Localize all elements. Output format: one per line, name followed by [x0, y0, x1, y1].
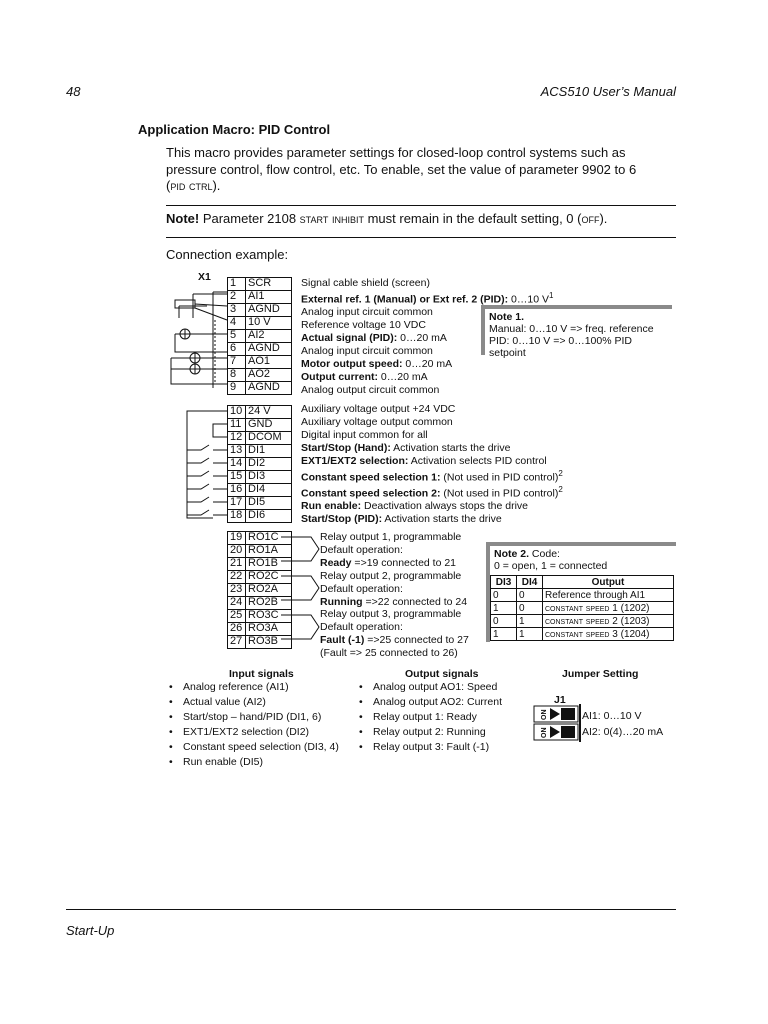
terminal-description	[320, 570, 469, 583]
terminal-signal: RO2A	[246, 584, 292, 597]
terminal-row	[228, 317, 292, 330]
description-text: (Not used in PID control)	[440, 487, 559, 500]
description-text: Relay output 3, programmable	[320, 608, 462, 621]
terminal-number: 11	[228, 419, 246, 432]
output-value: constant speed 2 (1203)	[543, 615, 674, 628]
description-text: Relay output 1, programmable	[320, 531, 462, 543]
terminal-description	[320, 596, 469, 609]
terminal-signal: RO1C	[246, 532, 292, 545]
x1-label: X1	[198, 271, 211, 283]
di-col-header: DI4	[517, 576, 543, 589]
description-bold: EXT1/EXT2 selection:	[301, 454, 409, 467]
terminal-signal: 24 V	[246, 406, 292, 419]
terminal-row	[228, 278, 292, 291]
description-text: 0…20 mA	[378, 370, 428, 383]
description-bold: Start/Stop (Hand):	[301, 441, 391, 454]
description-text: 0…20 mA	[402, 357, 453, 370]
di-code-row	[491, 589, 674, 602]
input-signal-item: • Analog reference (AI1)	[169, 680, 339, 695]
terminal-signal: SCR	[246, 278, 292, 291]
terminal-row	[228, 382, 292, 395]
terminal-description	[320, 557, 469, 570]
terminal-description	[301, 500, 563, 513]
note-rule-top	[166, 205, 676, 206]
terminal-description	[301, 455, 563, 468]
terminal-number: 19	[228, 532, 246, 545]
terminal-description	[301, 277, 553, 290]
terminal-row	[228, 356, 292, 369]
description-text: Reference voltage 10 VDC	[301, 319, 426, 332]
terminal-number: 17	[228, 497, 246, 510]
note-1-line: PID: 0…10 V => 0…100% PID	[489, 335, 632, 347]
terminal-number: 9	[228, 382, 246, 395]
note-2-title: Note 2.	[494, 548, 530, 560]
wiring-schematic	[165, 268, 235, 528]
input-signal-item: • Constant speed selection (DI3, 4)	[169, 740, 339, 755]
terminal-number: 20	[228, 545, 246, 558]
output-value: Reference through AI1	[543, 589, 674, 602]
description-text: Auxiliary voltage output +24 VDC	[301, 403, 456, 415]
terminal-row	[228, 406, 292, 419]
footnote-ref: 2	[558, 468, 563, 478]
description-text: Signal cable shield (screen)	[301, 277, 430, 289]
terminal-description	[301, 290, 553, 306]
terminal-number: 4	[228, 317, 246, 330]
terminal-row	[228, 445, 292, 458]
jumper-line: AI2: 0(4)…20 mA	[582, 726, 664, 738]
di-code-row	[491, 602, 674, 615]
description-bold: Output current:	[301, 370, 378, 383]
jumper-label: J1	[554, 694, 566, 706]
terminal-descriptions-relay	[320, 531, 469, 660]
note-1-line: setpoint	[489, 347, 526, 359]
footer-text: Start-Up	[66, 923, 115, 938]
description-text: Analog input circuit common	[301, 306, 433, 319]
terminal-row	[228, 484, 292, 497]
terminal-row	[228, 432, 292, 445]
output-signal-item: • Analog output AO2: Current	[359, 695, 502, 710]
di-col-header: Output	[543, 576, 674, 589]
manual-title: ACS510 User’s Manual	[540, 84, 676, 99]
di4-value: 1	[517, 628, 543, 641]
terminal-row	[228, 458, 292, 471]
description-text: =>19 connected to 21	[351, 556, 457, 569]
terminal-signal: RO3C	[246, 610, 292, 623]
output-signals-list	[359, 680, 502, 755]
terminal-description	[301, 358, 553, 371]
terminal-number: 21	[228, 558, 246, 571]
terminal-signal: RO2B	[246, 597, 292, 610]
input-signal-item: • Run enable (DI5)	[169, 755, 339, 770]
intro-line-3: (pid ctrl).	[166, 178, 221, 193]
description-bold: Constant speed selection 2:	[301, 487, 441, 500]
terminal-row	[228, 343, 292, 356]
output-value: constant speed 3 (1204)	[543, 628, 674, 641]
description-text: Relay output 2, programmable	[320, 569, 462, 582]
terminal-number: 8	[228, 369, 246, 382]
description-text: Default operation:	[320, 621, 403, 634]
terminal-description	[320, 544, 469, 557]
terminal-description	[320, 634, 469, 647]
di4-value: 0	[517, 589, 543, 602]
terminal-number: 2	[228, 291, 246, 304]
terminal-description	[320, 608, 469, 621]
terminal-description	[301, 484, 563, 500]
description-text: Auxiliary voltage output common	[301, 415, 453, 428]
terminal-number: 5	[228, 330, 246, 343]
terminal-signal: RO1A	[246, 545, 292, 558]
terminal-row	[228, 497, 292, 510]
terminal-signal: 10 V	[246, 317, 292, 330]
terminal-signal: DI1	[246, 445, 292, 458]
terminal-number: 16	[228, 484, 246, 497]
terminal-signal: AO2	[246, 369, 292, 382]
terminal-description	[301, 513, 563, 526]
di3-value: 1	[491, 628, 517, 641]
terminal-signal: RO1B	[246, 558, 292, 571]
description-bold: Motor output speed:	[301, 357, 403, 370]
section-title: Application Macro: PID Control	[138, 122, 331, 137]
jumper-on-text: ON	[541, 709, 548, 720]
footnote-ref: 1	[549, 290, 554, 300]
terminal-number: 6	[228, 343, 246, 356]
output-signals-header: Output signals	[405, 668, 479, 680]
terminal-table-analog	[227, 277, 292, 395]
terminal-signal: AI1	[246, 291, 292, 304]
terminal-signal: AO1	[246, 356, 292, 369]
terminal-signal: AGND	[246, 382, 292, 395]
terminal-description	[320, 621, 469, 634]
terminal-number: 26	[228, 623, 246, 636]
terminal-signal: AI2	[246, 330, 292, 343]
description-text: 0…20 mA	[397, 332, 447, 345]
terminal-number: 7	[228, 356, 246, 369]
di4-value: 1	[517, 615, 543, 628]
terminal-signal: DI3	[246, 471, 292, 484]
terminal-description	[301, 429, 563, 442]
terminal-signal: DI2	[246, 458, 292, 471]
terminal-signal: DI5	[246, 497, 292, 510]
terminal-signal: RO3B	[246, 636, 292, 649]
jumper-values	[582, 708, 663, 740]
terminal-signal: DI4	[246, 484, 292, 497]
description-text: (Not used in PID control)	[440, 471, 559, 484]
terminal-number: 18	[228, 510, 246, 523]
description-text: Default operation:	[320, 582, 403, 595]
input-signal-item: • EXT1/EXT2 selection (DI2)	[169, 725, 339, 740]
terminal-signal: AGND	[246, 343, 292, 356]
description-text: Analog input circuit common	[301, 345, 433, 358]
description-bold: Start/Stop (PID):	[301, 513, 383, 526]
terminal-description	[301, 416, 563, 429]
description-text: Analog output circuit common	[301, 383, 440, 396]
note-label: Note!	[166, 211, 200, 226]
intro-line-2: pressure control, flow control, etc. To enable, set the value of parameter 9902 to 6	[166, 161, 637, 177]
description-text: Activation starts the drive	[382, 513, 502, 526]
di3-value: 1	[491, 602, 517, 615]
terminal-row	[228, 471, 292, 484]
jumper-icon	[533, 703, 581, 743]
description-bold: Running	[320, 595, 363, 608]
relay-brackets	[279, 531, 321, 651]
terminal-description	[301, 442, 563, 455]
note-line: Note! Parameter 2108 start inhibit must remain in the default setting, 0 (off).	[166, 211, 608, 226]
terminal-number: 10	[228, 406, 246, 419]
jumper-on-text: ON	[541, 727, 548, 738]
di-col-header: DI3	[491, 576, 517, 589]
output-signal-item: • Relay output 2: Running	[359, 725, 502, 740]
terminal-number: 25	[228, 610, 246, 623]
note-1-title: Note 1.	[489, 311, 525, 323]
di-code-table	[490, 575, 674, 641]
terminal-signal: DCOM	[246, 432, 292, 445]
description-bold: Fault (-1)	[320, 634, 365, 647]
di3-value: 0	[491, 615, 517, 628]
output-signal-item: • Analog output AO1: Speed	[359, 680, 502, 695]
description-bold: Actual signal (PID):	[301, 332, 398, 345]
terminal-signal: DI6	[246, 510, 292, 523]
terminal-row	[228, 510, 292, 523]
description-text: =>22 connected to 24	[362, 595, 468, 608]
description-text: Digital input common for all	[301, 428, 428, 441]
param-value: pid ctrl	[170, 178, 213, 193]
terminal-signal: RO2C	[246, 571, 292, 584]
input-signal-item: • Start/stop – hand/PID (DI1, 6)	[169, 710, 339, 725]
footnote-ref: 2	[558, 484, 563, 494]
terminal-number: 3	[228, 304, 246, 317]
description-bold: External ref. 1 (Manual) or Ext ref. 2 (PID):	[301, 293, 509, 306]
di-code-row	[491, 628, 674, 641]
terminal-signal: AGND	[246, 304, 292, 317]
output-value: constant speed 1 (1202)	[543, 602, 674, 615]
footer-rule	[66, 909, 676, 910]
intro-line-1: This macro provides parameter settings for closed-loop control systems such as	[166, 145, 626, 160]
description-text: Deactivation always stops the drive	[361, 500, 529, 513]
terminal-description	[320, 647, 469, 660]
note-1-line: Manual: 0…10 V => freq. reference	[489, 323, 654, 335]
terminal-row	[228, 291, 292, 304]
input-signal-item: • Actual value (AI2)	[169, 695, 339, 710]
note-1	[481, 305, 672, 359]
di-code-row	[491, 615, 674, 628]
terminal-number: 12	[228, 432, 246, 445]
description-text: Default operation:	[320, 543, 403, 556]
terminal-number: 13	[228, 445, 246, 458]
note-rule-bottom	[166, 237, 676, 238]
terminal-description	[301, 403, 563, 416]
terminal-number: 14	[228, 458, 246, 471]
terminal-row	[228, 304, 292, 317]
terminal-number: 22	[228, 571, 246, 584]
description-text: (Fault => 25 connected to 26)	[320, 647, 458, 660]
description-text: Activation starts the drive	[390, 441, 511, 454]
terminal-number: 24	[228, 597, 246, 610]
input-signals-header: Input signals	[229, 668, 294, 680]
terminal-number: 23	[228, 584, 246, 597]
terminal-number: 27	[228, 636, 246, 649]
terminal-description	[301, 371, 553, 384]
jumper-line: AI1: 0…10 V	[582, 710, 642, 722]
input-signals-list	[169, 680, 339, 770]
terminal-descriptions-digital	[301, 403, 563, 526]
terminal-description	[301, 468, 563, 484]
terminal-number: 1	[228, 278, 246, 291]
output-signal-item: • Relay output 3: Fault (-1)	[359, 740, 502, 755]
note-2-line: 0 = open, 1 = connected	[494, 560, 608, 572]
terminal-description	[320, 531, 469, 544]
terminal-signal: GND	[246, 419, 292, 432]
intro-paragraph	[166, 145, 636, 195]
terminal-number: 15	[228, 471, 246, 484]
di3-value: 0	[491, 589, 517, 602]
note-2: Note 2. Code: 0 = open, 1 = connected	[486, 542, 676, 642]
terminal-row	[228, 369, 292, 382]
description-bold: Run enable:	[301, 500, 362, 513]
description-bold: Ready	[320, 556, 352, 569]
terminal-description	[301, 384, 553, 397]
terminal-row	[228, 419, 292, 432]
terminal-row	[228, 330, 292, 343]
output-signal-item: • Relay output 1: Ready	[359, 710, 502, 725]
terminal-description	[320, 583, 469, 596]
connection-example-label: Connection example:	[166, 247, 289, 262]
description-text: 0…10 V	[508, 293, 549, 306]
jumper-setting-header: Jumper Setting	[562, 668, 639, 680]
description-text: Activation selects PID control	[408, 454, 547, 467]
terminal-table-digital	[227, 405, 292, 523]
description-text: =>25 connected to 27	[364, 634, 469, 647]
terminal-signal: RO3A	[246, 623, 292, 636]
page-number: 48	[66, 84, 81, 99]
description-bold: Constant speed selection 1:	[301, 471, 441, 484]
di4-value: 0	[517, 602, 543, 615]
